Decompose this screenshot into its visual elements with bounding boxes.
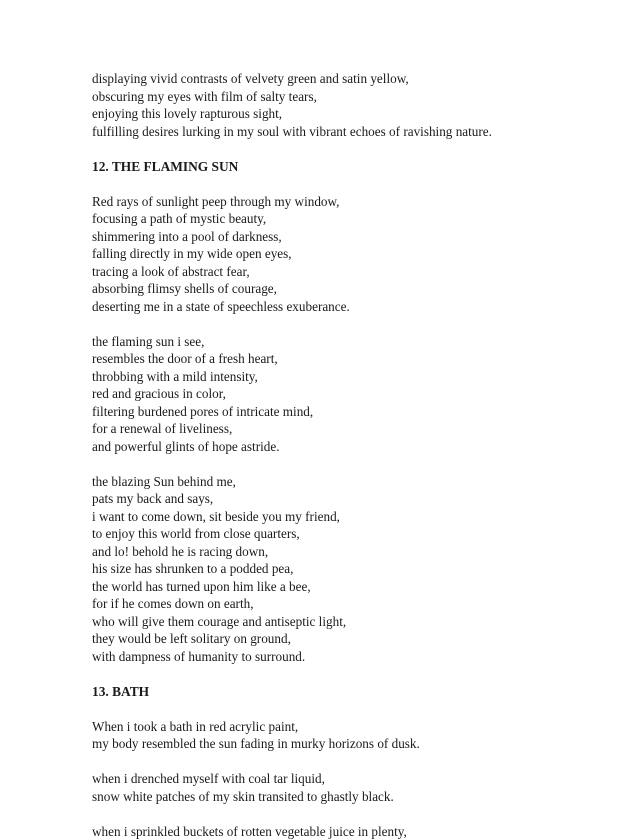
stanza-gap bbox=[92, 175, 612, 193]
poem-line: Red rays of sunlight peep through my window, bbox=[92, 193, 612, 211]
poem-line: when i drenched myself with coal tar liquid, bbox=[92, 770, 612, 788]
poem-line: obscuring my eyes with film of salty tears, bbox=[92, 88, 612, 106]
poem-12-title: 12. THE FLAMING SUN bbox=[92, 158, 612, 176]
poem-13-stanza-2 bbox=[92, 770, 612, 805]
poem-line: pats my back and says, bbox=[92, 490, 612, 508]
poem-12-stanza-3 bbox=[92, 473, 612, 666]
poem-line: snow white patches of my skin transited to ghastly black. bbox=[92, 788, 612, 806]
poem-line: who will give them courage and antiseptic light, bbox=[92, 613, 612, 631]
poem-line: falling directly in my wide open eyes, bbox=[92, 245, 612, 263]
poem-13-stanza-3 bbox=[92, 823, 612, 840]
poem-line: fulfilling desires lurking in my soul with vibrant echoes of ravishing nature. bbox=[92, 123, 612, 141]
poem-line: for if he comes down on earth, bbox=[92, 595, 612, 613]
poem-line: to enjoy this world from close quarters, bbox=[92, 525, 612, 543]
poem-line: absorbing flimsy shells of courage, bbox=[92, 280, 612, 298]
poem-line: When i took a bath in red acrylic paint, bbox=[92, 718, 612, 736]
poem-line: displaying vivid contrasts of velvety green and satin yellow, bbox=[92, 70, 612, 88]
poem-line: they would be left solitary on ground, bbox=[92, 630, 612, 648]
poem-line: i want to come down, sit beside you my friend, bbox=[92, 508, 612, 526]
stanza-gap bbox=[92, 753, 612, 771]
stanza-gap bbox=[92, 805, 612, 823]
poem-12-stanza-2 bbox=[92, 333, 612, 456]
poem-line: the blazing Sun behind me, bbox=[92, 473, 612, 491]
poem-line: for a renewal of liveliness, bbox=[92, 420, 612, 438]
document-page bbox=[92, 70, 612, 840]
intro-stanza bbox=[92, 70, 612, 140]
poem-line: throbbing with a mild intensity, bbox=[92, 368, 612, 386]
poem-12-stanza-1 bbox=[92, 193, 612, 316]
poem-13-title: 13. BATH bbox=[92, 683, 612, 701]
stanza-gap bbox=[92, 665, 612, 683]
poem-line: deserting me in a state of speechless exuberance. bbox=[92, 298, 612, 316]
poem-line: the flaming sun i see, bbox=[92, 333, 612, 351]
poem-13-stanza-1 bbox=[92, 718, 612, 753]
poem-line: and lo! behold he is racing down, bbox=[92, 543, 612, 561]
poem-line: filtering burdened pores of intricate mind, bbox=[92, 403, 612, 421]
poem-line: the world has turned upon him like a bee, bbox=[92, 578, 612, 596]
stanza-gap bbox=[92, 315, 612, 333]
poem-line: tracing a look of abstract fear, bbox=[92, 263, 612, 281]
stanza-gap bbox=[92, 455, 612, 473]
stanza-gap bbox=[92, 700, 612, 718]
poem-line: focusing a path of mystic beauty, bbox=[92, 210, 612, 228]
poem-line: his size has shrunken to a podded pea, bbox=[92, 560, 612, 578]
poem-line: enjoying this lovely rapturous sight, bbox=[92, 105, 612, 123]
poem-line: when i sprinkled buckets of rotten vegetable juice in plenty, bbox=[92, 823, 612, 840]
poem-line: my body resembled the sun fading in murky horizons of dusk. bbox=[92, 735, 612, 753]
poem-line: red and gracious in color, bbox=[92, 385, 612, 403]
stanza-gap bbox=[92, 140, 612, 158]
poem-line: and powerful glints of hope astride. bbox=[92, 438, 612, 456]
poem-line: resembles the door of a fresh heart, bbox=[92, 350, 612, 368]
poem-line: with dampness of humanity to surround. bbox=[92, 648, 612, 666]
poem-line: shimmering into a pool of darkness, bbox=[92, 228, 612, 246]
